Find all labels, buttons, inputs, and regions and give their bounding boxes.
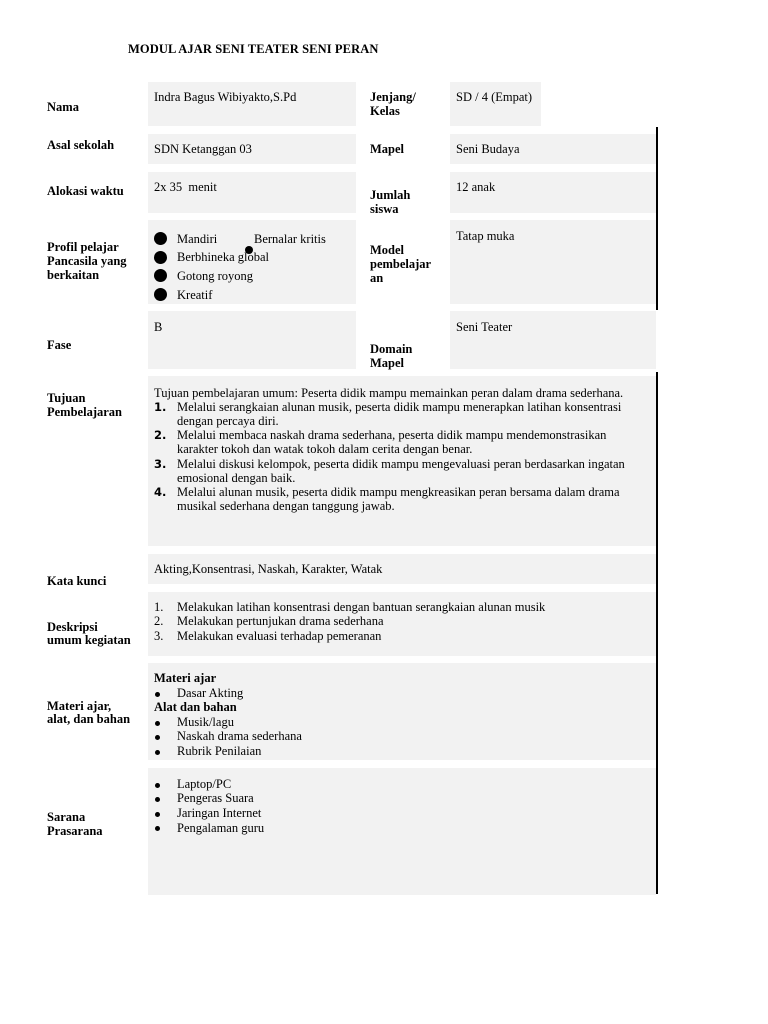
label-nama: Nama [47,100,79,114]
profil-mandiri: Mandiri [177,232,218,246]
bullet-icon [155,692,160,697]
tujuan-item-line: emosional dengan baik. [177,471,296,485]
sarana-item: Jaringan Internet [177,806,262,820]
bullet-icon [155,735,160,740]
bullet-icon [154,232,167,245]
label-materi-2: alat, dan bahan [47,712,131,726]
bullet-icon [155,721,160,726]
label-jenjang-1: Jenjang/ [370,90,416,104]
table-border-bottom [656,372,658,894]
label-sarana-2: Prasarana [47,824,103,838]
label-profil-2: Pancasila yang [47,254,127,268]
label-domain-1: Domain [370,342,413,356]
bullet-icon [155,783,160,788]
tujuan-umum: Tujuan pembelajaran umum: Peserta didik mampu memainkan peran dalam drama sederhana. [154,386,624,400]
bullet-icon [155,812,160,817]
fase-box [148,311,356,369]
label-jumlah-2: siswa [370,202,399,216]
value-kata-kunci: Akting,Konsentrasi, Naskah, Karakter, Watak [154,562,383,576]
bullet-icon [155,750,160,755]
label-deskripsi-1: Deskripsi [47,620,98,634]
tujuan-item-line: karakter tokoh dan watak tokoh dalam cerita dengan benar. [177,442,473,456]
deskripsi-number: 3. [154,629,164,643]
sarana-item: Laptop/PC [177,777,232,791]
tujuan-number: 1. [154,400,167,414]
profil-kreatif: Kreatif [177,288,213,302]
label-asal-sekolah: Asal sekolah [47,138,115,152]
tujuan-item-line: Melalui serangkaian alunan musik, peserta didik mampu menerapkan latihan konsentrasi [177,400,622,414]
bullet-icon [155,826,160,831]
label-mapel: Mapel [370,142,405,156]
value-jumlah-siswa: 12 anak [456,180,496,194]
label-deskripsi-2: umum kegiatan [47,633,131,647]
alat-item: Naskah drama sederhana [177,729,302,743]
bullet-icon [155,797,160,802]
label-jumlah-1: Jumlah [370,188,411,202]
label-materi-1: Materi ajar, [47,699,112,713]
tujuan-item-line: dengan percaya diri. [177,414,279,428]
tujuan-item-line: Melalui alunan musik, peserta didik mampu mengkreasikan peran bersama dalam drama [177,485,620,499]
bullet-icon [154,251,167,264]
sarana-item: Pengalaman guru [177,821,265,835]
materi-item: Dasar Akting [177,686,244,700]
label-model-1: Model [370,243,405,257]
alat-item: Musik/lagu [177,715,234,729]
value-asal-sekolah: SDN Ketanggan 03 [154,142,252,156]
label-tujuan-1: Tujuan [47,391,86,405]
materi-heading: Materi ajar [154,671,217,685]
label-sarana-1: Sarana [47,810,86,824]
value-nama: Indra Bagus Wibiyakto,S.Pd [154,90,297,104]
value-model: Tatap muka [456,229,515,243]
label-fase: Fase [47,338,72,352]
deskripsi-number: 1. [154,600,164,614]
page-title: MODUL AJAR SENI TEATER SENI PERAN [128,42,379,56]
label-model-2: pembelajar [370,257,432,271]
deskripsi-item: Melakukan pertunjukan drama sederhana [177,614,384,628]
value-fase: B [154,320,163,334]
deskripsi-item: Melakukan evaluasi terhadap pemeranan [177,629,382,643]
sarana-item: Pengeras Suara [177,791,254,805]
label-kata-kunci: Kata kunci [47,574,107,588]
tujuan-number: 4. [154,485,167,499]
deskripsi-item: Melakukan latihan konsentrasi dengan bantuan serangkaian alunan musik [177,600,546,614]
profil-berbhineka: Berbhineka global [177,250,269,264]
tujuan-item-line: musikal sederhana dengan tanggung jawab. [177,499,395,513]
label-profil-1: Profil pelajar [47,240,119,254]
alat-item: Rubrik Penilaian [177,744,262,758]
value-mapel: Seni Budaya [456,142,520,156]
label-profil-3: berkaitan [47,268,100,282]
label-model-3: an [370,271,384,285]
value-jenjang: SD / 4 (Empat) [456,90,533,104]
label-tujuan-2: Pembelajaran [47,405,122,419]
alat-heading: Alat dan bahan [154,700,237,714]
label-jenjang-2: Kelas [370,104,400,118]
deskripsi-number: 2. [154,614,164,628]
value-domain: Seni Teater [456,320,513,334]
bullet-icon [154,288,167,301]
bullet-icon [154,269,167,282]
tujuan-item-line: Melalui diskusi kelompok, peserta didik mampu mengevaluasi peran berdasarkan ingatan [177,457,625,471]
table-border-top [656,127,658,310]
label-domain-2: Mapel [370,356,405,370]
value-alokasi-waktu: 2x 35 menit [154,180,217,194]
tujuan-number: 3. [154,457,167,471]
profil-gotong: Gotong royong [177,269,254,283]
profil-bernalar: Bernalar kritis [254,232,326,246]
tujuan-number: 2. [154,428,167,442]
label-alokasi-waktu: Alokasi waktu [47,184,124,198]
tujuan-item-line: Melalui membaca naskah drama sederhana, peserta didik mampu mendemonstrasikan [177,428,607,442]
